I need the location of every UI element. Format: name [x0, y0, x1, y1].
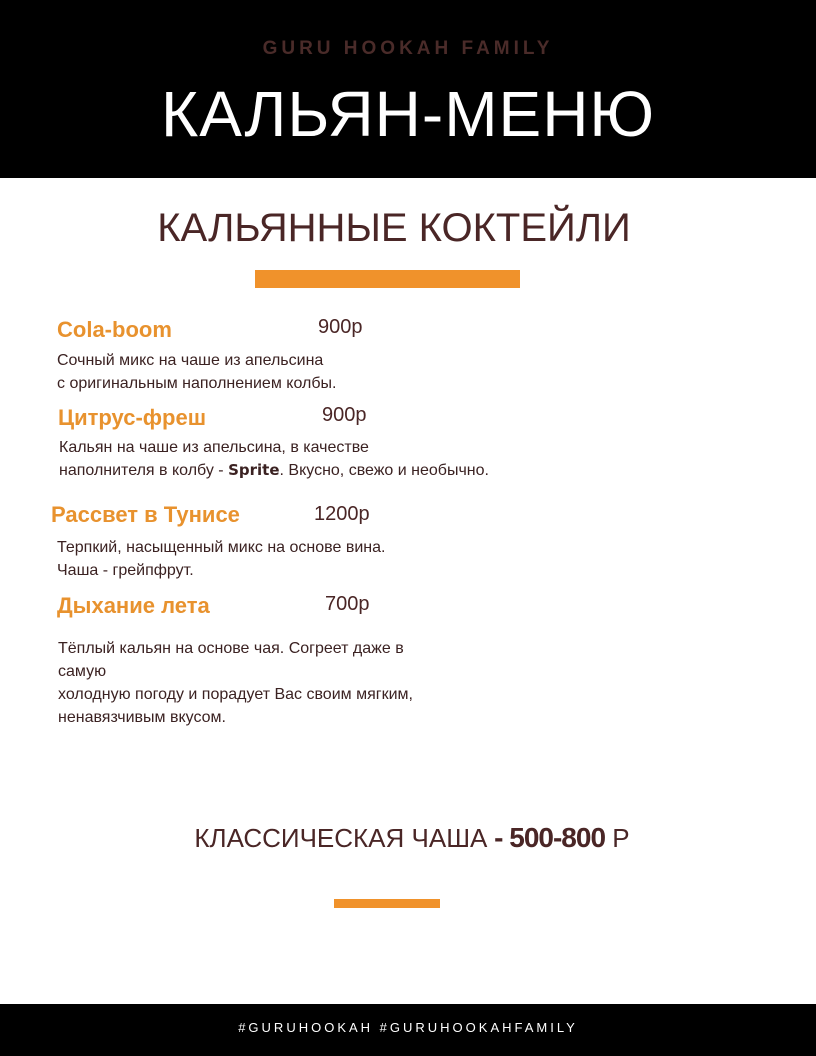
classic-bowl-price: 500-800	[509, 822, 606, 853]
menu-item-description	[57, 536, 385, 582]
accent-divider	[255, 270, 520, 288]
description-line: Чаша - грейпфрут.	[57, 562, 194, 579]
accent-divider	[334, 899, 440, 908]
menu-item-price: 900р	[318, 316, 363, 338]
currency-label: Р	[605, 823, 630, 853]
brand-name: GURU HOOKAH FAMILY	[262, 38, 554, 59]
menu-item-name: Рассвет в Тунисе	[51, 502, 240, 527]
section-title: КАЛЬЯННЫЕ КОКТЕЙЛИ	[157, 206, 631, 250]
brand-highlight: Sprite	[228, 461, 280, 479]
menu-item-name: Цитрус-фреш	[58, 405, 207, 430]
description-line: холодную погоду и порадует Вас своим мягким,	[58, 686, 413, 703]
menu-item-price: 700р	[325, 593, 370, 615]
menu-item-name: Cola-boom	[57, 317, 172, 342]
description-line: с оригинальным наполнением колбы.	[57, 375, 337, 392]
menu-item-description	[59, 436, 489, 482]
description-line: Кальян на чаше из апельсина, в качестве	[59, 439, 369, 456]
description-line: ненавязчивым вкусом.	[58, 709, 226, 726]
description-line: Терпкий, насыщенный микс на основе вина.	[57, 539, 386, 556]
page-title: КАЛЬЯН-МЕНЮ	[160, 78, 656, 150]
menu-item-description	[57, 349, 336, 395]
classic-bowl-separator: -	[487, 822, 510, 853]
description-line	[59, 459, 489, 482]
description-line: Сочный микс на чаше из апельсина	[57, 352, 324, 369]
description-text: . Вкусно, свежо и необычно.	[279, 462, 489, 479]
description-line: самую	[58, 663, 107, 680]
classic-bowl-offer	[0, 816, 816, 860]
description-line: Тёплый кальян на основе чая. Согреет даже в	[58, 640, 404, 657]
menu-item-description	[58, 637, 413, 729]
description-text: наполнителя в колбу -	[59, 462, 229, 479]
menu-item-price: 900р	[322, 404, 367, 426]
classic-bowl-label: КЛАССИЧЕСКАЯ ЧАША	[194, 823, 488, 853]
footer-hashtags: #GURUHOOKAH #GURUHOOKAHFAMILY	[238, 1020, 578, 1035]
menu-item-price: 1200р	[314, 503, 370, 525]
menu-item-name: Дыхание лета	[57, 593, 210, 618]
